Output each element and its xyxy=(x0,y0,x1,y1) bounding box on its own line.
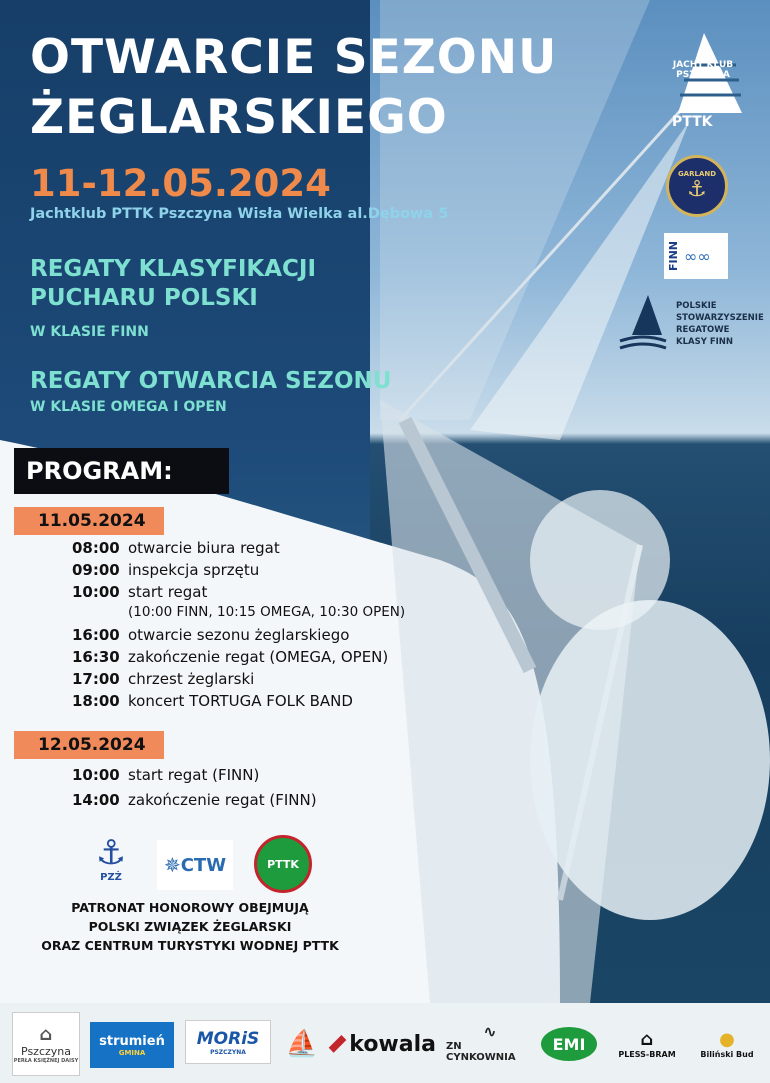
garland-label: GARLAND xyxy=(677,170,717,178)
day1-event-6 xyxy=(72,670,254,688)
pzz-logo xyxy=(86,834,136,890)
helmet-icon: ● xyxy=(719,1029,735,1050)
event-text: otwarcie sezonu żeglarskiego xyxy=(128,626,350,644)
day1-event-2 xyxy=(72,561,259,579)
day1-event-1 xyxy=(72,539,280,557)
finn-logo xyxy=(664,233,728,279)
sponsor-kowala xyxy=(334,1026,436,1062)
pttk-label: PTTK xyxy=(267,857,299,871)
patronage-line-1: PATRONAT HONOROWY OBEJMUJĄ xyxy=(71,900,309,915)
sponsor-strumien-sub: GMINA xyxy=(118,1048,146,1057)
event-time: 16:00 xyxy=(72,626,120,644)
kayak-logo xyxy=(279,1024,325,1064)
event-text: chrzest żeglarski xyxy=(128,670,255,688)
sponsor-pszczyna-sub: PERŁA KSIĘŻNEJ DAISY xyxy=(13,1058,79,1064)
sponsor-zn-cynkownia xyxy=(446,1020,534,1064)
ctw-label: CTW xyxy=(180,854,227,876)
compass-icon: ✵ xyxy=(163,853,181,877)
sponsor-emi-name: EMI xyxy=(552,1034,586,1054)
sponsor-kowala-name: kowala xyxy=(349,1031,436,1057)
event-date: 11-12.05.2024 xyxy=(30,162,331,205)
pzz-label: PZŻ xyxy=(100,872,122,883)
finn-label: FINN xyxy=(667,240,680,272)
sponsor-bilinski-bud xyxy=(692,1020,762,1068)
day2-event-2 xyxy=(72,791,317,809)
roof-icon: ⌂ xyxy=(640,1029,654,1050)
event-time: 10:00 xyxy=(72,583,120,601)
sponsor-zn-name: ZN CYNKOWNIA xyxy=(446,1040,516,1063)
sponsor-pszczyna-name: Pszczyna xyxy=(21,1045,71,1058)
sponsor-moris-name: MORiS xyxy=(196,1028,260,1049)
psr-line-2: STOWARZYSZENIE xyxy=(676,313,764,323)
anchor-icon: ⚓ xyxy=(687,177,707,202)
event-time: 14:00 xyxy=(72,791,120,809)
regatta1-subheading: W KLASIE FINN xyxy=(30,324,149,340)
event-text: start regat xyxy=(128,583,208,601)
event-text: start regat (FINN) xyxy=(128,766,260,784)
day1-event-3 xyxy=(72,583,207,601)
day1-event-7 xyxy=(72,692,353,710)
day1-date-badge: 11.05.2024 xyxy=(14,507,164,535)
sponsor-pszczyna xyxy=(12,1012,80,1076)
olympic-rings-icon: ∞∞ xyxy=(684,246,711,266)
event-time: 09:00 xyxy=(72,561,120,579)
garland-logo xyxy=(666,155,728,217)
psr-sail-icon xyxy=(618,295,668,355)
event-text: otwarcie biura regat xyxy=(128,539,280,557)
pttk-logo xyxy=(254,835,312,893)
sponsor-pless-bram xyxy=(610,1022,684,1066)
regatta1-heading xyxy=(30,255,316,313)
psr-text xyxy=(676,300,764,348)
day1-start-note: (10:00 FINN, 10:15 OMEGA, 10:30 OPEN) xyxy=(128,604,406,620)
event-venue: Jachtklub PTTK Pszczyna Wisła Wielka al.Dębowa 5 xyxy=(30,206,449,222)
event-time: 10:00 xyxy=(72,766,120,784)
sponsor-strumien-name: strumień xyxy=(99,1033,165,1049)
psr-line-1: POLSKIE xyxy=(676,301,717,311)
kayak-icon: ⛵ xyxy=(285,1029,319,1059)
event-text: koncert TORTUGA FOLK BAND xyxy=(128,692,353,710)
event-time: 18:00 xyxy=(72,692,120,710)
ctw-logo xyxy=(157,840,233,890)
event-time: 08:00 xyxy=(72,539,120,557)
day2-event-1 xyxy=(72,766,259,784)
sponsor-moris xyxy=(185,1020,271,1064)
patronage-line-3: ORAZ CENTRUM TURYSTYKI WODNEJ PTTK xyxy=(41,938,339,953)
event-time: 17:00 xyxy=(72,670,120,688)
day1-event-4 xyxy=(72,626,349,644)
event-text: zakończenie regat (FINN) xyxy=(128,791,317,809)
sponsor-strumien xyxy=(90,1022,174,1068)
anchor-icon: ⚓ xyxy=(95,833,127,873)
program-label: PROGRAM: xyxy=(14,448,229,494)
event-text: inspekcja sprzętu xyxy=(128,561,260,579)
jacht-klub-pttk-text: PTTK xyxy=(672,114,713,130)
regatta1-line-2: PUCHARU POLSKI xyxy=(30,285,258,311)
title-line-2: ŻEGLARSKIEGO xyxy=(30,90,448,145)
patronage-text xyxy=(30,898,350,955)
jacht-klub-arc-text: JACHT KLUB PSZCZYNA xyxy=(672,60,734,80)
zn-wave-icon: ∿ xyxy=(483,1021,497,1041)
psr-line-3: REGATOWE xyxy=(676,325,730,335)
regatta2-subheading: W KLASIE OMEGA I OPEN xyxy=(30,399,227,415)
event-time: 16:30 xyxy=(72,648,120,666)
event-text: zakończenie regat (OMEGA, OPEN) xyxy=(128,648,389,666)
sponsor-bilinski-name: Biliński Bud xyxy=(700,1050,754,1059)
regatta2-heading: REGATY OTWARCIA SEZONU xyxy=(30,368,392,394)
patronage-line-2: POLSKI ZWIĄZEK ŻEGLARSKI xyxy=(88,919,292,934)
day2-date-badge: 12.05.2024 xyxy=(14,731,164,759)
psr-line-4: KLASY FINN xyxy=(676,337,734,347)
event-title xyxy=(30,28,557,148)
day1-event-5 xyxy=(72,648,388,666)
sponsor-emi xyxy=(541,1027,597,1061)
title-line-1: OTWARCIE SEZONU xyxy=(30,30,558,85)
castle-icon: ⌂ xyxy=(39,1024,53,1045)
sponsor-moris-sub: PSZCZYNA xyxy=(210,1048,246,1056)
sponsor-pless-name: PLESS-BRAM xyxy=(618,1050,676,1059)
regatta1-line-1: REGATY KLASYFIKACJI xyxy=(30,256,317,282)
